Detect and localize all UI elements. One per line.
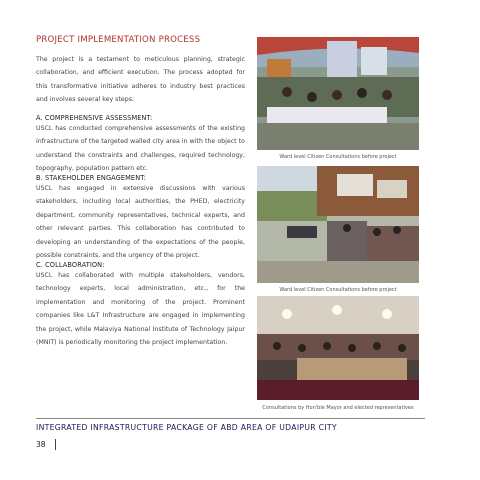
section-a-title: A. COMPREHENSIVE ASSESSMENT: [36, 114, 153, 122]
section-c-title: C. COLLABORATION: [36, 261, 105, 269]
page-number-divider [55, 439, 56, 450]
photo-mayor-consultation [257, 296, 419, 400]
section-b-body: USCL has engaged in extensive discussions with various stakeholders, including local authorities, the PHED, electricity department, community representatives, technical experts, and other relevant parties. This collaboration has contributed to developing an understanding of the expectations of the people, possible constraints, and the urgency of the project. [36, 185, 245, 260]
section-a-body: USCL has conducted comprehensive assessments of the existing infrastructure of the targeted walled city area in with the object to understand the constraints and challenges, required technology, topography, population pattern etc. [36, 125, 245, 173]
intro-paragraph: The project is a testament to meticulous planning, strategic collaboration, and efficient execution. The process adopted for this transformative initiative adheres to industry best practices and involves several key steps: [36, 56, 245, 104]
photo-1-caption: Ward level Citizen Consultations before project [279, 154, 397, 160]
photo-ward-consultation-2 [257, 166, 419, 283]
footer-rule [36, 418, 425, 419]
photo-2-caption: Ward level Citizen Consultations before project [279, 287, 397, 293]
section-c-body: USCL has collaborated with multiple stakeholders, vendors, technology experts, local administration, etc., for the implementation and monitoring of the project. Prominent companies like L&T Infrastructure are engaged in implementing the project, while Malaviya National Institute of Technology Jaipur (MNIT) is periodically monitoring the project implementation. [36, 272, 245, 347]
footer-title: INTEGRATED INFRASTRUCTURE PACKAGE OF ABD AREA OF UDAIPUR CITY [36, 423, 337, 432]
photo-3-caption: Consultations by Hon'ble Mayor and elected representatives [262, 405, 414, 411]
section-b-title: B. STAKEHOLDER ENGAGEMENT: [36, 174, 146, 182]
page-number: 38 [36, 440, 46, 449]
photo-ward-consultation-1 [257, 37, 419, 150]
page-heading: PROJECT IMPLEMENTATION PROCESS [36, 35, 201, 45]
